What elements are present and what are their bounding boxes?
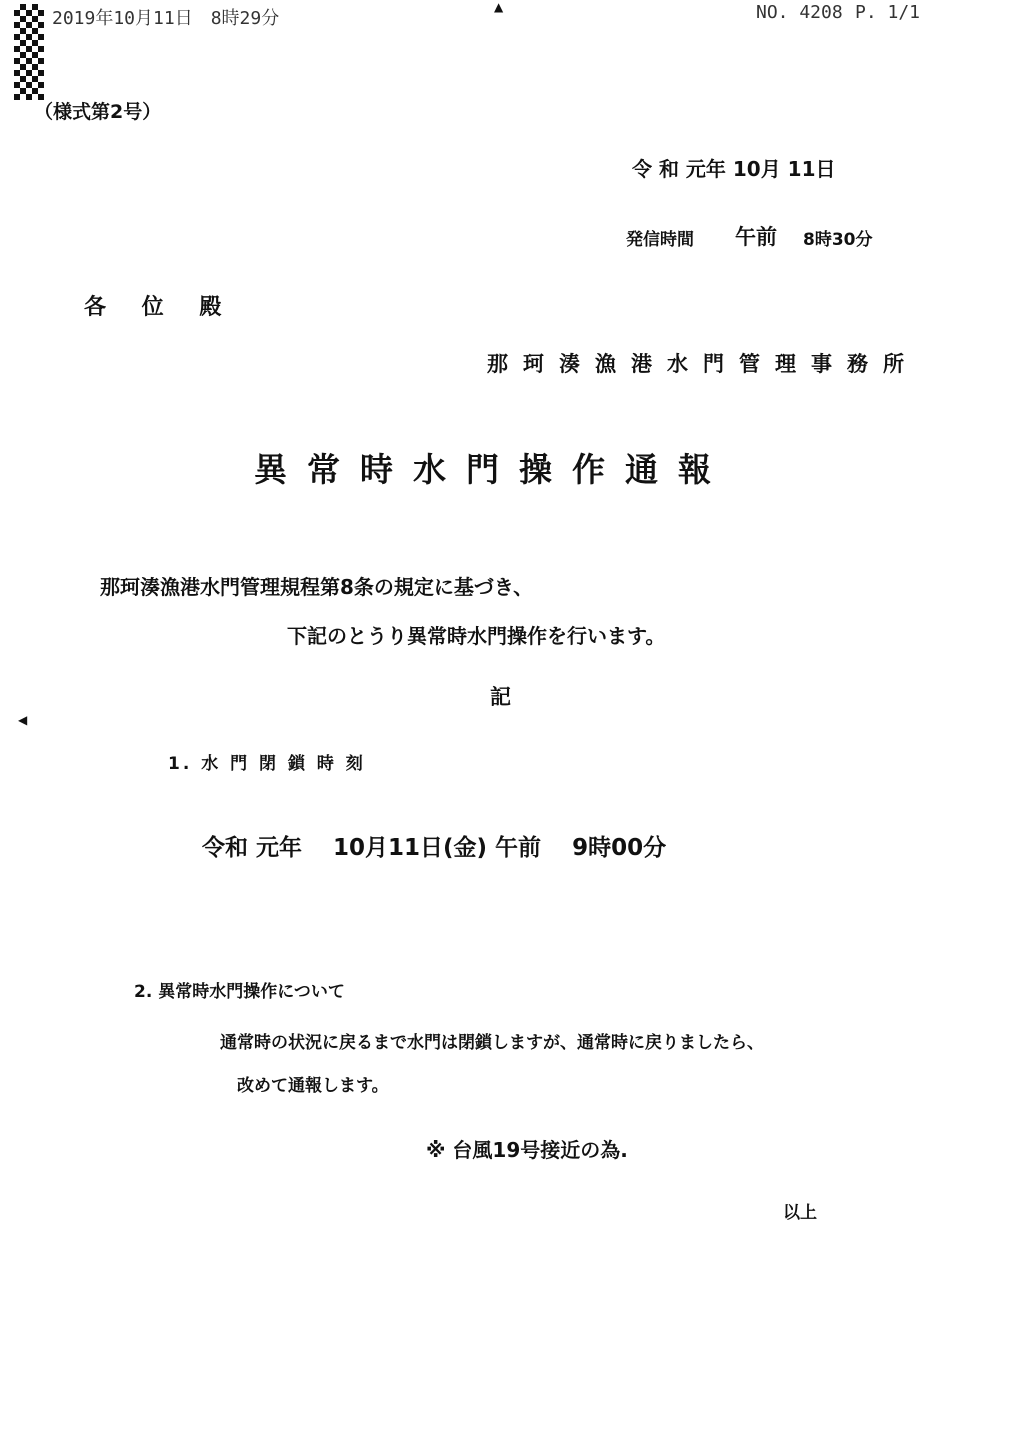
ki-marker: 記 <box>490 685 511 709</box>
document-date: 令 和 元年 10月 11日 <box>632 157 836 181</box>
fax-datetime: 2019年10月11日 8時29分 <box>52 8 280 29</box>
section-2-body-2: 改めて通報します。 <box>237 1076 389 1096</box>
typhoon-note: ※ 台風19号接近の為. <box>426 1138 628 1162</box>
intro-line-2: 下記のとうり異常時水門操作を行います。 <box>287 624 666 648</box>
intro-line-1: 那珂湊漁港水門管理規程第8条の規定に基づき、 <box>100 575 534 599</box>
section-1-heading: 1. 水 門 閉 鎖 時 刻 <box>168 754 366 774</box>
section-2-heading: 2. 異常時水門操作について <box>134 982 345 1002</box>
form-label: （様式第2号） <box>34 101 162 123</box>
closing-time-value: 令和 元年 10月11日(金) 午前 9時00分 <box>202 835 667 861</box>
sender-office: 那珂湊漁港水門管理事務所 <box>487 352 919 376</box>
send-time-value: 8時30分 <box>803 230 873 250</box>
fax-checker-mark <box>14 4 44 100</box>
fax-number: NO. 4208 <box>756 2 843 23</box>
left-triangle-icon: ◀ <box>18 713 28 727</box>
addressee: 各 位 殿 <box>84 295 236 320</box>
send-time-ampm: 午前 <box>735 225 777 249</box>
up-triangle-icon: ▲ <box>494 0 504 14</box>
closing-remark: 以上 <box>783 1203 817 1223</box>
section-2-body-1: 通常時の状況に戻るまで水門は閉鎖しますが、通常時に戻りましたら、 <box>220 1033 764 1053</box>
fax-page: P. 1/1 <box>855 2 921 23</box>
send-time-label: 発信時間 <box>626 230 694 250</box>
document-title: 異常時水門操作通報 <box>254 450 731 489</box>
